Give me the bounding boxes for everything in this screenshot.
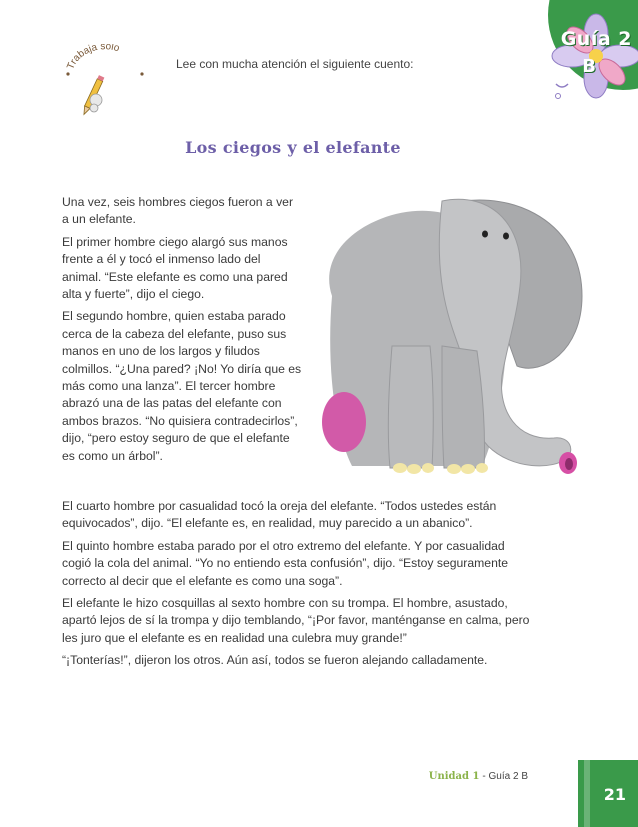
story-paragraph: “¡Tonterías!”, dijeron los otros. Aún así, todos se fueron alejando calladamente. [62,653,488,668]
story-paragraph: El cuarto hombre por casualidad tocó la oreja del elefante. “Todos ustedes están equivocados”, dijo. “El elefante es, en realidad, muy parecido a un abanico”. [62,499,497,531]
work-alone-stamp [60,44,150,124]
guide-label: - Guía 2 B [482,771,528,782]
unit-label: Unidad 1 [428,771,480,782]
story-text-wide [62,498,532,675]
story-text-narrow [62,194,302,470]
story-paragraph: El primer hombre ciego alargó sus manos frente a él y tocó el inmenso lado del animal. “Este elefante es como una pared alta y fuerte”, dijo el ciego. [62,234,288,302]
stamp-text: Trabaja solo [65,44,121,72]
badge-letter: B [582,56,596,77]
story-title: Los ciegos y el elefante [185,138,401,157]
page-footer [429,771,528,782]
page-number: 21 [603,785,626,804]
story-paragraph: El elefante le hizo cosquillas al sexto hombre con su trompa. El hombre, asustado, apartó lejos de sí la trompa y dijo temblando, “¡Por favor, manténganse en calma, pero les juro que el elefante es en realidad una culebra muy grande!” [62,596,530,645]
story-paragraph: Una vez, seis hombres ciegos fueron a ver a un elefante. [62,195,293,227]
story-paragraph: El segundo hombre, quien estaba parado cerca de la cabeza del elefante, puso sus manos en uno de los largos y filudos colmillos. “¿Una pared? ¡No! Yo diría que es más como una lanza”. El tercer hombre abrazó una de las patas del elefante con ambos brazos. “No quisiera contradecirlos”, dijo, “pero estoy seguro de que el elefante es como un árbol”. [62,309,302,463]
instruction-text: Lee con mucha atención el siguiente cuento: [176,57,414,71]
pencil-icon [60,44,150,124]
badge-title: Guía 2 [560,28,632,50]
elephant-illustration [292,176,592,496]
guide-badge [528,0,638,110]
story-paragraph: El quinto hombre estaba parado por el otro extremo del elefante. Y por casualidad cogió la cola del animal. “Yo no entiendo esta confusión”, dijo. “Estoy seguramente correcto al decir que el elefante es como una soga”. [62,538,509,588]
